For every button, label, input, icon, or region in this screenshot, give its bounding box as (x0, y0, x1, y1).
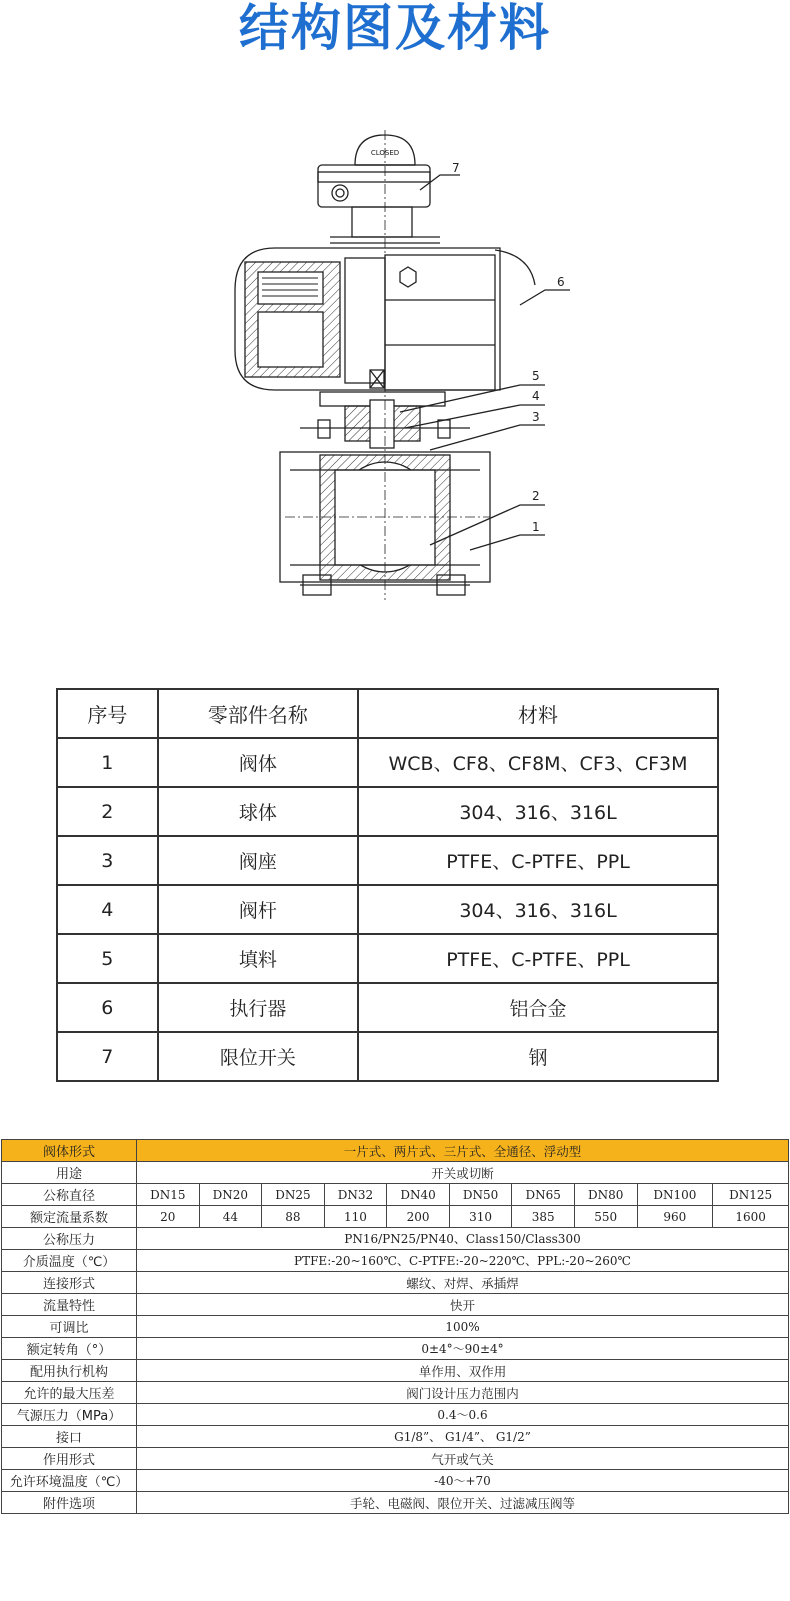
row-material: PTFE、C-PTFE、PPL (358, 836, 718, 885)
table-row (57, 983, 718, 1032)
spec-row (2, 1228, 789, 1250)
spec-label: 允许的最大压差 (2, 1382, 137, 1404)
spec-value: 气开或气关 (137, 1448, 789, 1470)
row-material: 钢 (358, 1032, 718, 1081)
dn-cell: DN40 (387, 1184, 450, 1206)
spec-value: PTFE:-20~160℃、C-PTFE:-20~220℃、PPL:-20~260℃ (137, 1250, 789, 1272)
row-part-name: 球体 (158, 787, 358, 836)
spec-row-usage (2, 1162, 789, 1184)
table-row (57, 885, 718, 934)
row-index: 1 (57, 738, 158, 787)
kv-cell: 88 (262, 1206, 325, 1228)
spec-row (2, 1382, 789, 1404)
callout-7: 7 (452, 161, 460, 175)
valve-cross-section-drawing (230, 128, 590, 608)
spec-row-nominal-diameter (2, 1184, 789, 1206)
kv-cell: 20 (137, 1206, 200, 1228)
kv-cell: 550 (574, 1206, 637, 1228)
dn-cell: DN65 (512, 1184, 575, 1206)
spec-label: 额定流量系数 (2, 1206, 137, 1228)
spec-row (2, 1338, 789, 1360)
dn-cell: DN32 (324, 1184, 387, 1206)
row-part-name: 阀座 (158, 836, 358, 885)
table-header-row (57, 689, 718, 738)
row-index: 3 (57, 836, 158, 885)
spec-label: 配用执行机构 (2, 1360, 137, 1382)
row-part-name: 限位开关 (158, 1032, 358, 1081)
table-row (57, 787, 718, 836)
spec-label: 作用形式 (2, 1448, 137, 1470)
callout-4: 4 (532, 389, 540, 403)
dn-cell: DN20 (199, 1184, 262, 1206)
spec-row (2, 1470, 789, 1492)
dn-cell: DN50 (449, 1184, 512, 1206)
kv-cell: 1600 (713, 1206, 789, 1228)
spec-value: G1/8”、 G1/4”、 G1/2” (137, 1426, 789, 1448)
row-part-name: 执行器 (158, 983, 358, 1032)
spec-label: 介质温度（℃） (2, 1250, 137, 1272)
dn-cell: DN80 (574, 1184, 637, 1206)
callout-2: 2 (532, 489, 540, 503)
header-material: 材料 (358, 689, 718, 738)
callout-3: 3 (532, 410, 540, 424)
spec-value: 100% (137, 1316, 789, 1338)
row-index: 4 (57, 885, 158, 934)
spec-label: 额定转角（°） (2, 1338, 137, 1360)
spec-value: 0.4～0.6 (137, 1404, 789, 1426)
page-title: 结构图及材料 (239, 0, 551, 57)
table-row (57, 934, 718, 983)
spec-label: 接口 (2, 1426, 137, 1448)
kv-cell: 310 (449, 1206, 512, 1228)
spec-label: 气源压力（MPa） (2, 1404, 137, 1426)
row-material: 铝合金 (358, 983, 718, 1032)
row-material: WCB、CF8、CF8M、CF3、CF3M (358, 738, 718, 787)
row-index: 2 (57, 787, 158, 836)
row-part-name: 阀杆 (158, 885, 358, 934)
callout-1: 1 (532, 520, 540, 534)
row-index: 5 (57, 934, 158, 983)
kv-cell: 110 (324, 1206, 387, 1228)
kv-cell: 960 (637, 1206, 713, 1228)
spec-value: 快开 (137, 1294, 789, 1316)
row-material: 304、316、316L (358, 885, 718, 934)
spec-label: 用途 (2, 1162, 137, 1184)
dn-cell: DN15 (137, 1184, 200, 1206)
spec-label: 连接形式 (2, 1272, 137, 1294)
spec-value: 单作用、双作用 (137, 1360, 789, 1382)
row-material: 304、316、316L (358, 787, 718, 836)
spec-label: 允许环境温度（℃） (2, 1470, 137, 1492)
callout-6: 6 (557, 275, 565, 289)
specification-table (1, 1139, 789, 1514)
kv-cell: 44 (199, 1206, 262, 1228)
parts-material-table (56, 688, 719, 1082)
indicator-label: CLOSED (370, 149, 400, 157)
row-index: 6 (57, 983, 158, 1032)
table-row (57, 1032, 718, 1081)
spec-value: -40～+70 (137, 1470, 789, 1492)
spec-value: 手轮、电磁阀、限位开关、过滤减压阀等 (137, 1492, 789, 1514)
spec-value: 螺纹、对焊、承插焊 (137, 1272, 789, 1294)
spec-label: 公称压力 (2, 1228, 137, 1250)
kv-cell: 200 (387, 1206, 450, 1228)
spec-label: 可调比 (2, 1316, 137, 1338)
spec-row-flow-coefficient (2, 1206, 789, 1228)
spec-row (2, 1250, 789, 1272)
row-index: 7 (57, 1032, 158, 1081)
callout-5: 5 (532, 369, 540, 383)
spec-row (2, 1448, 789, 1470)
spec-row (2, 1272, 789, 1294)
dn-cell: DN25 (262, 1184, 325, 1206)
row-material: PTFE、C-PTFE、PPL (358, 934, 718, 983)
spec-label: 阀体形式 (2, 1140, 137, 1162)
spec-label: 附件选项 (2, 1492, 137, 1514)
spec-row (2, 1404, 789, 1426)
row-part-name: 阀体 (158, 738, 358, 787)
spec-row (2, 1316, 789, 1338)
spec-value: 一片式、两片式、三片式、全通径、浮动型 (137, 1140, 789, 1162)
kv-cell: 385 (512, 1206, 575, 1228)
spec-row (2, 1294, 789, 1316)
table-row (57, 836, 718, 885)
header-part-name: 零部件名称 (158, 689, 358, 738)
spec-row (2, 1360, 789, 1382)
spec-label: 流量特性 (2, 1294, 137, 1316)
row-part-name: 填料 (158, 934, 358, 983)
spec-row (2, 1426, 789, 1448)
dn-cell: DN100 (637, 1184, 713, 1206)
spec-label: 公称直径 (2, 1184, 137, 1206)
spec-row (2, 1492, 789, 1514)
spec-row-body-type (2, 1140, 789, 1162)
table-row (57, 738, 718, 787)
dn-cell: DN125 (713, 1184, 789, 1206)
spec-value: PN16/PN25/PN40、Class150/Class300 (137, 1228, 789, 1250)
spec-value: 开关或切断 (137, 1162, 789, 1184)
spec-value: 阀门设计压力范围内 (137, 1382, 789, 1404)
header-index: 序号 (57, 689, 158, 738)
spec-value: 0±4°～90±4° (137, 1338, 789, 1360)
